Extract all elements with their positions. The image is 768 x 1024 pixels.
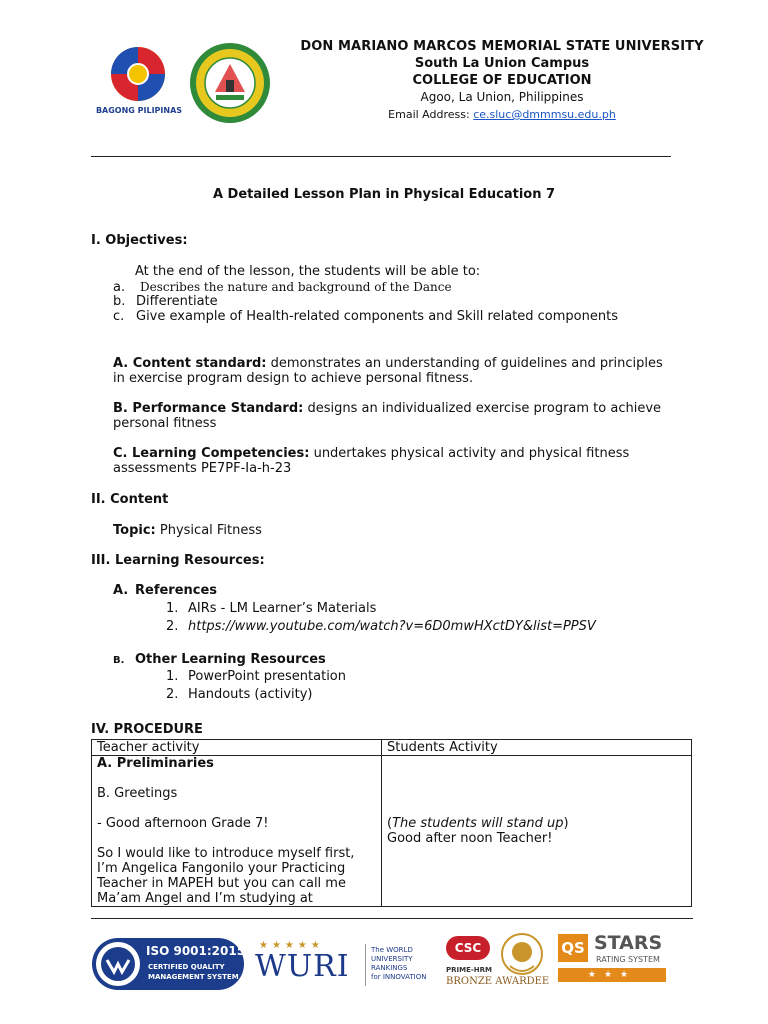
other-resources-label: Other Learning Resources (135, 652, 326, 667)
qs-logo: QS (558, 934, 588, 962)
lesson-plan-title: A Detailed Lesson Plan in Physical Education 7 (212, 187, 556, 202)
email-label: Email Address: (388, 108, 470, 121)
wuri-desc-4: for INNOVATION (371, 973, 427, 981)
star-rating: ★★★ (558, 968, 666, 982)
teacher-intro-line-3: Teacher in MAPEH but you can call me (97, 876, 346, 891)
stars-subtitle: RATING SYSTEM (596, 955, 660, 964)
csc-prime-hrm-badge (446, 932, 550, 990)
student-greeting: Good after noon Teacher! (387, 831, 553, 846)
iso-certification-badge (92, 938, 244, 990)
performance-standard-cont: personal fitness (113, 416, 217, 431)
objective-marker-b: b. (113, 294, 126, 309)
objectives-intro: At the end of the lesson, the students will be able to: (135, 264, 481, 279)
objectives-heading: I. Objectives: (91, 233, 188, 248)
other-resource-2: Handouts (activity) (188, 687, 313, 702)
objective-a: Describes the nature and background of the Dance (140, 280, 452, 294)
students-activity-header: Students Activity (382, 740, 692, 756)
resources-heading: III. Learning Resources: (91, 553, 265, 568)
content-standard-label: A. Content standard: (113, 356, 267, 371)
reference-marker-1: 1. (166, 601, 179, 616)
header-divider (91, 156, 671, 157)
procedure-heading: IV. PROCEDURE (91, 722, 203, 737)
bagong-pilipinas-logo (92, 44, 184, 120)
other-resource-marker-1: 1. (166, 669, 179, 684)
email-link[interactable]: ce.sluc@dmmmsu.edu.ph (473, 108, 616, 121)
university-seal (189, 42, 271, 124)
teacher-intro-line-1: So I would like to introduce myself first, (97, 846, 355, 861)
references-label: References (135, 583, 218, 598)
university-name: DON MARIANO MARCOS MEMORIAL STATE UNIVERSITY (300, 39, 704, 54)
reference-1: AIRs - LM Learner’s Materials (188, 601, 377, 616)
topic-value: Physical Fitness (159, 523, 262, 538)
learning-competencies (113, 446, 629, 461)
table-row (92, 756, 692, 907)
student-action-text: The students will stand up (392, 816, 564, 831)
topic-label: Topic: (113, 523, 156, 538)
students-activity-cell (382, 756, 692, 907)
teacher-intro-line-2: I’m Angelica Fangonilo your Practicing (97, 861, 346, 876)
other-resources-marker: B. (113, 655, 125, 666)
teacher-intro-line-4: Ma’am Angel and I’m studying at (97, 891, 313, 906)
performance-standard (113, 401, 661, 416)
letterhead (262, 38, 742, 123)
csc-logo: CSC (446, 936, 490, 960)
footer-divider (91, 918, 693, 919)
iso-title: ISO 9001:2015 (146, 944, 246, 958)
performance-standard-text: designs an individualized exercise program to achieve (307, 401, 662, 416)
bagong-pilipinas-caption: BAGONG PILIPINAS (95, 106, 183, 115)
email-line (262, 106, 742, 123)
stars-wordmark: STARS (594, 932, 663, 954)
objective-b: Differentiate (136, 294, 218, 309)
iso-sub-2: MANAGEMENT SYSTEM (148, 973, 239, 981)
iso-sub-1: CERTIFIED QUALITY (148, 963, 225, 971)
topic-line (113, 523, 262, 538)
wuri-desc-2: UNIVERSITY (371, 955, 413, 963)
teacher-activity-header: Teacher activity (92, 740, 382, 756)
procedure-table (91, 739, 692, 907)
table-header-row (92, 740, 692, 756)
greetings-label: B. Greetings (97, 786, 178, 801)
wuri-wordmark: WURI (255, 949, 350, 984)
bronze-awardee-label: BRONZE AWARDEE (446, 976, 550, 987)
reference-2-link[interactable]: https://www.youtube.com/watch?v=6D0mwHXctDY&list=PPSV (188, 619, 596, 634)
performance-standard-label: B. Performance Standard: (113, 401, 304, 416)
wuri-separator (365, 944, 366, 986)
qs-stars-badge (558, 934, 674, 984)
student-action: (The students will stand up) (387, 816, 569, 831)
objective-marker-c: c. (113, 309, 125, 324)
prime-hrm-label: PRIME-HRM (446, 966, 492, 974)
wuri-badge (255, 940, 435, 990)
address: Agoo, La Union, Philippines (420, 90, 584, 104)
teacher-activity-cell (92, 756, 382, 907)
objective-c: Give example of Health-related components and Skill related components (136, 309, 618, 324)
other-resource-1: PowerPoint presentation (188, 669, 346, 684)
wuri-stars: ★★★★★ (259, 940, 324, 951)
references-marker: A. (113, 583, 129, 598)
learning-competencies-cont: assessments PE7PF-Ia-h-23 (113, 461, 292, 476)
wuri-desc-3: RANKINGS (371, 964, 408, 972)
preliminaries-label: A. Preliminaries (97, 756, 214, 771)
content-standard-text: demonstrates an understanding of guidelines and principles (270, 356, 663, 371)
campus-name: South La Union Campus (414, 56, 590, 71)
content-heading: II. Content (91, 492, 169, 507)
content-standard-cont: in exercise program design to achieve personal fitness. (113, 371, 474, 386)
teacher-greeting: - Good afternoon Grade 7! (97, 816, 269, 831)
reference-marker-2: 2. (166, 619, 179, 634)
bronze-seal-icon (500, 932, 544, 976)
learning-competencies-text: undertakes physical activity and physical fitness (313, 446, 630, 461)
other-resource-marker-2: 2. (166, 687, 179, 702)
wuri-desc-1: The WORLD (371, 946, 413, 954)
college-name: COLLEGE OF EDUCATION (412, 73, 592, 88)
learning-competencies-label: C. Learning Competencies: (113, 446, 310, 461)
objective-marker-a: a. (113, 280, 126, 295)
content-standard (113, 356, 663, 371)
wuri-description (371, 946, 426, 982)
